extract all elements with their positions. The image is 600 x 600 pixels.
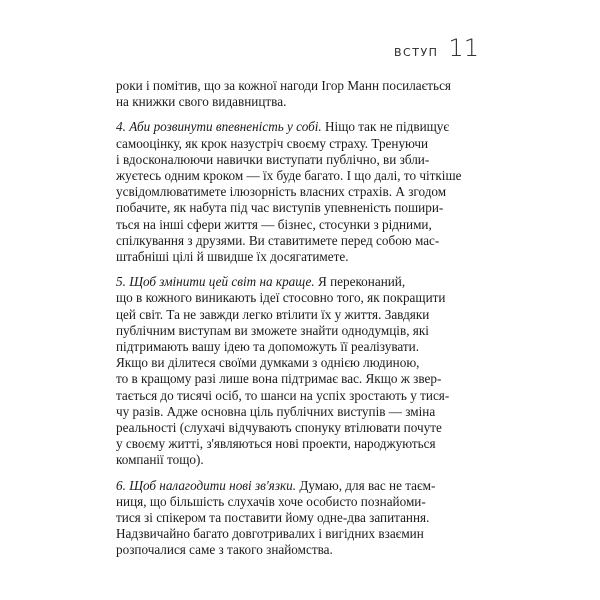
running-title: ВСТУП [394,46,439,59]
body-text [116,78,496,568]
text-line: Надзвичайно багато довготривалих і вигідних взаємин [116,526,424,542]
text-line: цей світ. Та не завжди легко втілити їх у життя. Завдяки [116,306,430,322]
text-line: жуєтесь одним кроком — їх буде багато. І що далі, то чіткіше [116,168,462,184]
text-line: підтримають вашу ідею та допоможуть її реалізувати. [116,339,420,355]
text-line: тається до тисячі осіб, то шанси на успіх зростають у тися- [116,387,450,403]
text-line: реальності (слухачі відчувають спонуку втілювати почуте [116,420,442,436]
text-line: у своєму житті, з'являються нові проекти, народжуються [116,436,436,452]
text-line: чу разів. Адже основна ціль публічних виступів — зміна [116,403,436,419]
point-heading: 4. Аби розвинути впевненість у собі. [116,119,322,135]
text-line: що в кожного виникають ідеї стосовно того, як покращити [116,290,446,306]
text-line: розпочалися саме з такого знайомства. [116,542,333,558]
text-line: усвідомлюватимете ілюзорність власних страхів. А згодом [116,184,447,200]
text-line: штабніші цілі й швидше їх досягатимете. [116,249,349,265]
text-run: Думаю, для вас не таєм- [296,477,436,493]
running-head [394,34,479,62]
text-line: побачите, як набута під час виступів упевненість пошири- [116,200,444,216]
point-heading: 6. Щоб налагодити нові зв'язки. [116,477,297,493]
text-line: то в кращому разі лише вона підтримає вас. Якщо ж звер- [116,371,442,387]
text-line: ться на інші сфери життя — бізнес, стосунки з рідними, [116,216,432,232]
text-line: спілкування з друзями. Ви ставитимете перед собою мас- [116,232,440,248]
point-heading: 5. Щоб змінити цей світ на краще. [116,274,315,290]
paragraph-continuation [116,78,496,110]
text-line: Якщо ви ділитеся своїми думками з однією людиною, [116,355,420,371]
text-line: на книжки свого видавництва. [116,94,287,110]
text-line: компанії тощо). [116,452,204,468]
text-line [116,119,496,135]
text-line: самооцінку, як крок назустріч своєму страху. Тренуючи [116,135,429,151]
text-run: Я переконаний, [314,274,406,290]
text-line: публічним виступам ви зможете знайти однодумців, які [116,322,429,338]
text-line: тися зі спікером та поставити йому одне-два запитання. [116,510,430,526]
paragraph-point-4 [116,119,496,265]
paragraph-point-6 [116,478,496,559]
paragraph-point-5 [116,274,496,468]
text-line [116,274,496,290]
text-line: і вдосконалюючи навички виступати публічно, ви збли- [116,151,430,167]
page-number: 11 [448,34,479,62]
text-line: ниця, що більшість слухачів хоче особисто познайоми- [116,493,426,509]
text-line: роки і помітив, що за кожної нагоди Ігор Манн посилається [116,78,451,93]
text-line [116,478,496,494]
text-run: Ніщо так не підвищує [321,119,450,135]
